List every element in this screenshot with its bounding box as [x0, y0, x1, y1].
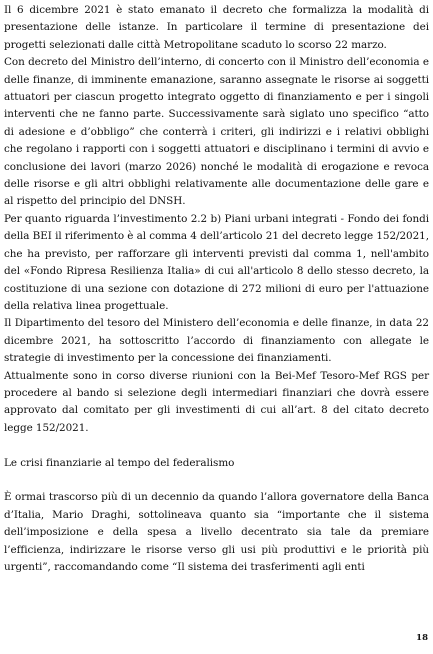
- paragraph-treasury-department: Il Dipartimento del tesoro del Ministero dell’economia e delle finanze, in data 22 dicembre 2021, ha sottoscritto l’accordo di finanziamento con allegate le strategie di investimento per la concessione dei finanziamenti.: [4, 317, 429, 365]
- paragraph-investment-2-2b: Per quanto riguarda l’investimento 2.2 b) Piani urbani integrati - Fondo dei fondi della BEI il riferimento è al comma 4 dell’articolo 21 del decreto legge 152/2021, che ha previsto, per rafforzare gli interventi previsti dal comma 1, nell'ambito del «Fondo Ripresa Resilienza Italia» di cui all'articolo 8 dello stesso decreto, la costituzione di una sezione con dotazione di 272 milioni di euro per l'attuazione della relativa linea progettuale.: [4, 212, 429, 312]
- paragraph-spacer: [4, 437, 429, 454]
- paragraph-ministry-decree: Con decreto del Ministro dell’interno, di concerto con il Ministro dell’economia e delle finanze, di imminente emanazione, saranno assegnate le risorse ai soggetti attuatori per ciascun progetto integrato oggetto di finanziamento e per i singoli interventi che ne fanno parte. Successivamente sarà siglato uno specifico “atto di adesione e d’obbligo” che conterrà i criteri, gli indirizzi e i relativi obblighi che regolano i rapporti con i soggetti attuatori e disciplinano i termini di avvio e conclusione dei lavori (marzo 2026) nonché le modalità di erogazione e revoca delle risorse e gli altri obblighi relativamente alle documentazione delle gare e al rispetto del principio del DNSH.: [4, 56, 429, 208]
- paragraph-draghi-quote: È ormai trascorso più di un decennio da quando l’allora governatore della Banca d’Italia, Mario Draghi, sottolineava quanto sia “importante che il sistema dell’imposizione e della spesa a livello decentrato sia tale da premiare l’efficienza, indirizzare le risorse verso gli usi più produttivi e le priorità più urgenti”, raccomandando come “Il sistema dei trasferimenti agli enti: [4, 491, 429, 573]
- paragraph-current-meetings: Attualmente sono in corso diverse riunioni con la Bei-Mef Tesoro-Mef RGS per procedere al bando si selezione degli intermediari finanziari che dovrà essere approvato dal comitato per gli investimenti di cui all’art. 8 del citato decreto legge 152/2021.: [4, 369, 429, 434]
- heading-spacer: [4, 472, 429, 489]
- page-number: 18: [416, 633, 428, 643]
- section-heading: Le crisi finanziarie al tempo del federalismo: [4, 456, 235, 469]
- document-body: [4, 2, 429, 576]
- paragraph-decree-date: Il 6 dicembre 2021 è stato emanato il decreto che formalizza la modalità di presentazione delle istanze. In particolare il termine di presentazione dei progetti selezionati dalle città Metropolitane scaduto lo scorso 22 marzo.: [4, 4, 429, 51]
